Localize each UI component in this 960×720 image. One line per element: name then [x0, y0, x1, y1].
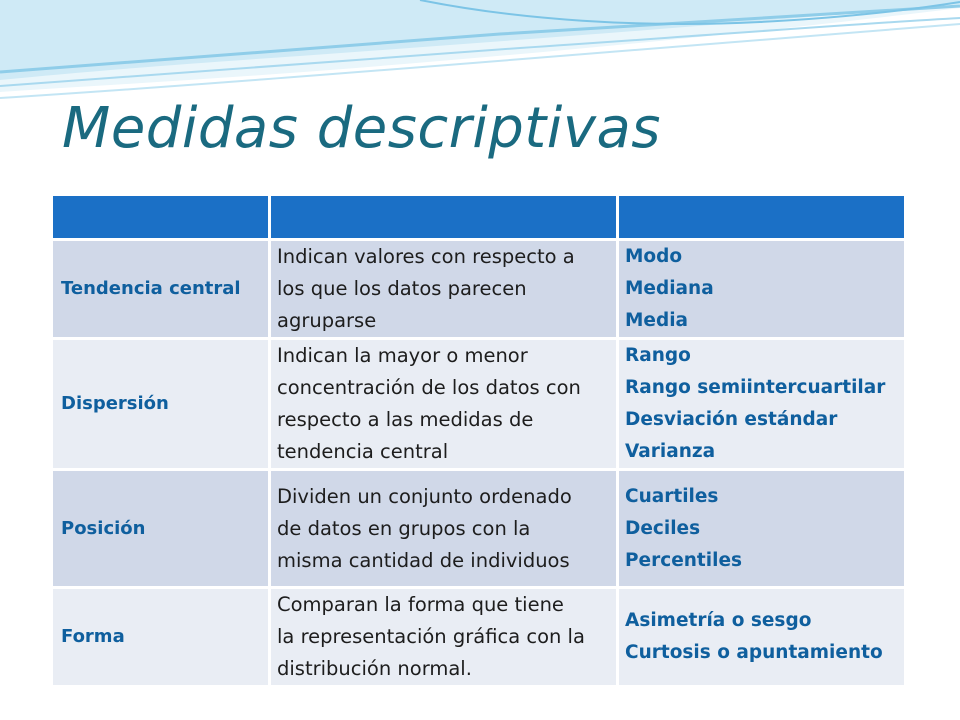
measure-item: Deciles: [625, 517, 701, 539]
measures-cell: [618, 339, 906, 470]
category-cell: Posición: [52, 470, 270, 588]
description-cell: [270, 339, 618, 470]
measure-item: Varianza: [625, 441, 716, 462]
measure-item: Media: [625, 310, 689, 331]
measure-item: Modo: [625, 246, 683, 267]
description-cell: [270, 240, 618, 339]
measures-cell: [618, 470, 906, 588]
slide-title: Medidas descriptivas: [62, 96, 661, 161]
description-line: Comparan la forma que tiene: [277, 593, 564, 616]
description-line: respecto a las medidas de: [277, 408, 534, 431]
table-header-row: [52, 195, 906, 240]
description-line: concentración de los datos con: [277, 376, 581, 399]
category-cell: Dispersión: [52, 339, 270, 470]
description-line: la representación gráfica con la: [277, 625, 585, 648]
description-line: Indican la mayor o menor: [277, 344, 528, 367]
measure-item: Cuartiles: [625, 485, 719, 507]
measures-cell: [618, 588, 906, 687]
header-cell: [270, 195, 618, 240]
header-cell: [52, 195, 270, 240]
description-line: distribución normal.: [277, 657, 472, 680]
table-row: [52, 470, 906, 588]
measure-item: Mediana: [625, 278, 714, 299]
measure-item: Desviación estándar: [625, 409, 838, 430]
description-cell: [270, 470, 618, 588]
table-row: [52, 240, 906, 339]
measure-item: Rango: [625, 345, 691, 366]
description-line: agruparse: [277, 309, 377, 332]
description-line: de datos en grupos con la: [277, 516, 531, 540]
measure-item: Curtosis o apuntamiento: [625, 642, 883, 663]
measure-item: Rango semiintercuartilar: [625, 377, 886, 398]
descriptive-measures-table: [50, 193, 907, 688]
table-row: [52, 588, 906, 687]
decorative-wave-banner: [0, 0, 960, 110]
description-line: misma cantidad de individuos: [277, 548, 570, 572]
header-cell: [618, 195, 906, 240]
measure-item: Percentiles: [625, 549, 742, 571]
table-row: [52, 339, 906, 470]
category-cell: Forma: [52, 588, 270, 687]
description-line: Indican valores con respecto a: [277, 245, 575, 268]
measure-item: Asimetría o sesgo: [625, 610, 812, 631]
description-line: Dividen un conjunto ordenado: [277, 484, 572, 508]
description-cell: [270, 588, 618, 687]
description-line: tendencia central: [277, 440, 449, 463]
description-line: los que los datos parecen: [277, 277, 527, 300]
measures-cell: [618, 240, 906, 339]
category-cell: Tendencia central: [52, 240, 270, 339]
